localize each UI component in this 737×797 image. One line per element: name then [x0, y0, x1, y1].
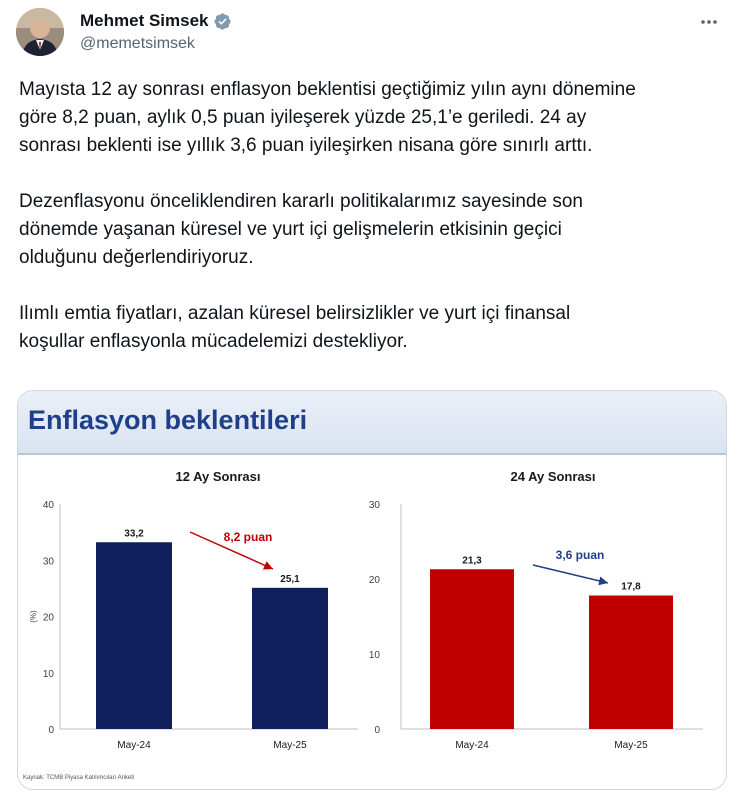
y-axis-label: (%) — [29, 610, 38, 623]
card-title-bar — [18, 391, 726, 455]
y-tick-label: 0 — [374, 725, 380, 736]
chart-title: 24 Ay Sonrası — [510, 469, 596, 484]
x-tick-label: May-25 — [273, 740, 307, 751]
y-tick-label: 0 — [48, 725, 54, 736]
y-tick-label: 10 — [42, 668, 54, 680]
x-tick-label: May-25 — [614, 740, 648, 751]
more-options-icon[interactable] — [697, 10, 721, 34]
card-title: Enflasyon beklentileri — [28, 405, 308, 435]
chart-title: 12 Ay Sonrası — [175, 469, 261, 484]
verified-badge-icon — [213, 12, 232, 31]
bar-value-label: 33,2 — [124, 528, 144, 540]
source-note: Kaynak: TCMB Piyasa Katılımcıları Anketi — [23, 775, 135, 781]
tweet-image-card[interactable] — [17, 390, 727, 790]
bar-value-label: 25,1 — [280, 573, 300, 585]
avatar[interactable] — [16, 8, 64, 56]
bar — [430, 569, 514, 729]
y-tick-label: 10 — [368, 650, 380, 661]
y-tick-label: 20 — [368, 575, 380, 586]
author-handle[interactable]: @memetsimsek — [80, 35, 195, 52]
y-tick-label: 40 — [42, 500, 54, 511]
bar — [252, 588, 328, 729]
annotation-arrow — [533, 565, 608, 583]
y-tick-label: 30 — [42, 556, 54, 568]
annotation-label: 8,2 puan — [223, 530, 273, 544]
avatar-image — [16, 8, 64, 56]
y-tick-label: 20 — [42, 612, 54, 624]
author-name-row — [80, 11, 232, 31]
tweet-text: Mayısta 12 ay sonrası enflasyon beklentisi geçtiğimiz yılın aynı dönemine göre 8,2 puan, aylık 0,5 puan iyileşerek yüzde 25,1’e geriledi. 24 ay sonrası beklenti ise yıllık 3,6 puan iyileşirken nisana göre sınırlı arttı. Dezenflasyonu önceliklendiren kararlı politikalarımız sayesinde son dönemde yaşanan küresel ve yurt içi gelişmelerin etkisinin geçici olduğunu değerlendiriyoruz. Ilımlı emtia fiyatları, azalan küresel belirsizlikler ve yurt içi finansal koşullar enflasyonla mücadelemizi destekliyor. — [19, 79, 636, 352]
tweet-header — [16, 8, 721, 64]
inflation-charts — [18, 455, 726, 775]
bar — [96, 542, 172, 729]
x-tick-label: May-24 — [455, 740, 489, 751]
bar-value-label: 17,8 — [621, 581, 641, 593]
author-name[interactable]: Mehmet Simsek — [80, 11, 209, 30]
bar-value-label: 21,3 — [462, 555, 482, 567]
y-tick-label: 30 — [368, 500, 380, 511]
x-tick-label: May-24 — [117, 740, 151, 751]
bar — [589, 596, 673, 730]
annotation-label: 3,6 puan — [555, 548, 605, 562]
